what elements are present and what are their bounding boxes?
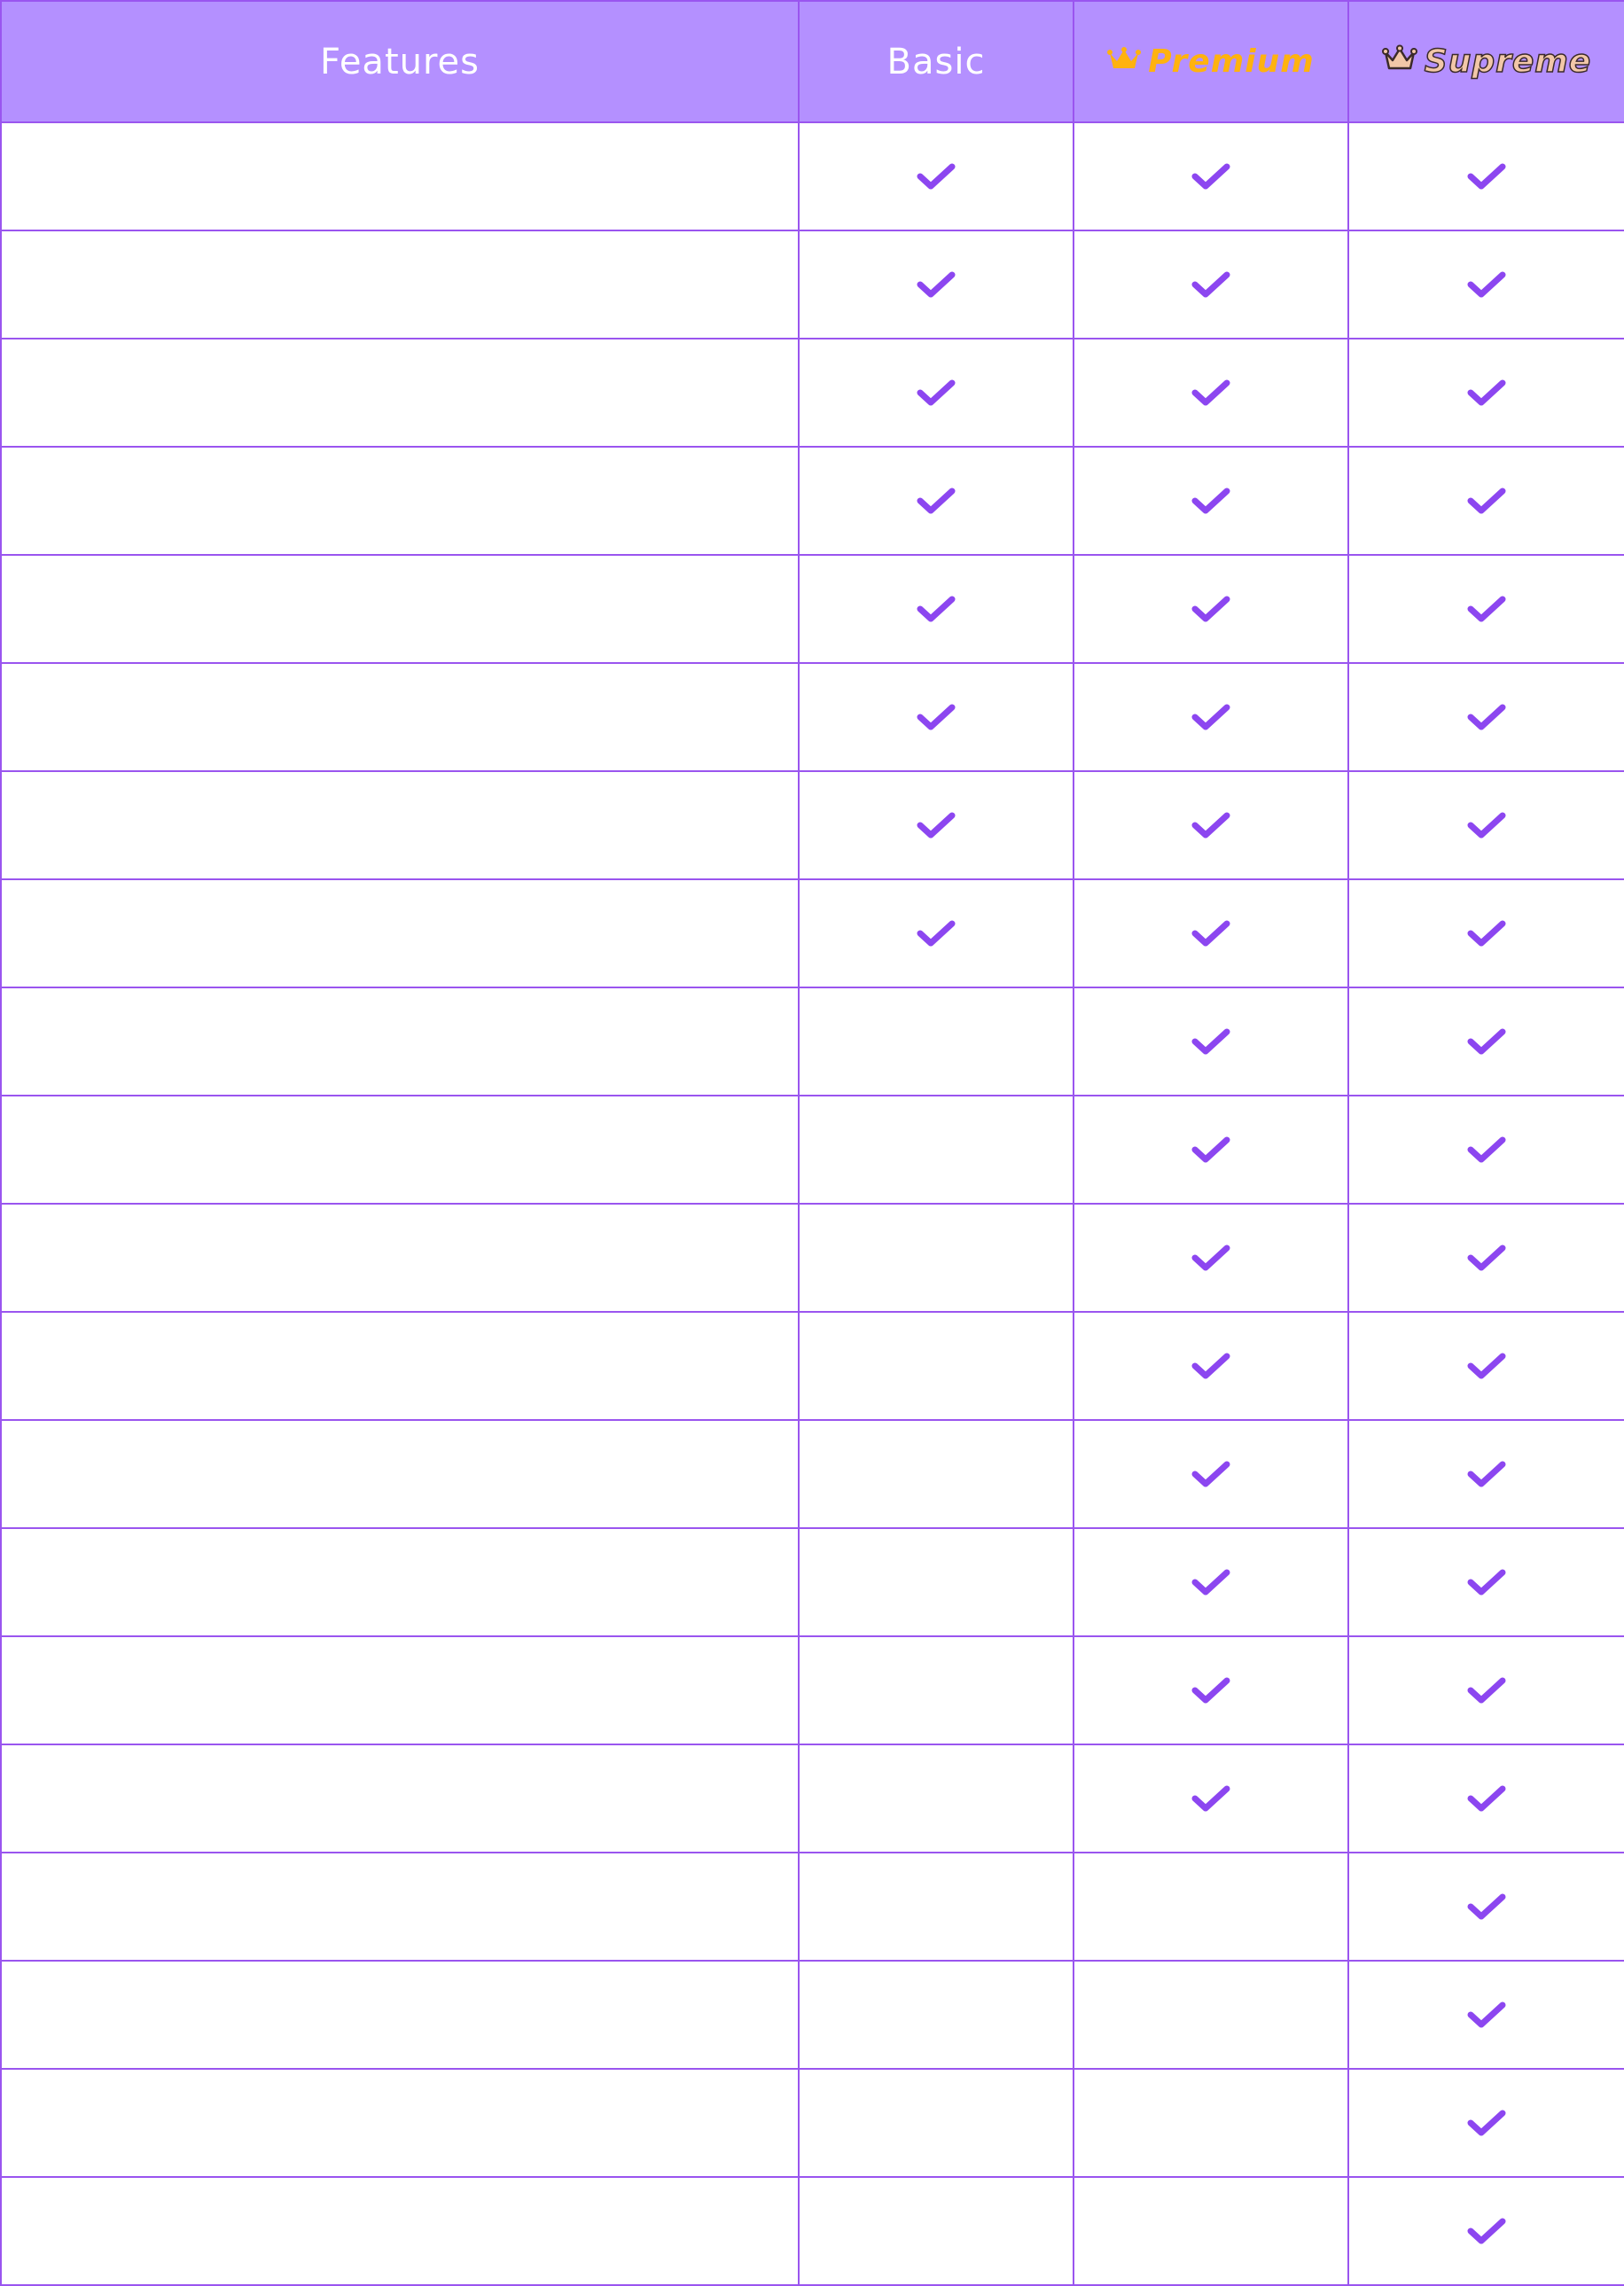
basic-cell <box>800 1421 1074 1529</box>
feature-cell <box>2 1962 800 2070</box>
check-icon <box>1191 1675 1231 1705</box>
basic-cell <box>800 556 1074 664</box>
check-icon <box>1466 1135 1507 1165</box>
basic-cell <box>800 988 1074 1096</box>
feature-cell <box>2 1637 800 1745</box>
basic-cell <box>800 2178 1074 2286</box>
premium-label: Premium <box>1148 43 1315 80</box>
check-icon <box>916 161 956 191</box>
supreme-cell <box>1349 556 1624 664</box>
check-icon <box>1466 594 1507 624</box>
basic-cell <box>800 448 1074 556</box>
feature-cell <box>2 2070 800 2178</box>
supreme-cell <box>1349 1962 1624 2070</box>
header-basic-label: Basic <box>886 41 986 82</box>
supreme-cell <box>1349 880 1624 988</box>
check-icon <box>1191 269 1231 300</box>
header-basic <box>800 2 1074 123</box>
check-icon <box>916 918 956 948</box>
premium-cell <box>1074 1205 1349 1313</box>
supreme-cell <box>1349 1529 1624 1637</box>
crown-icon <box>1382 42 1417 82</box>
check-icon <box>1191 1026 1231 1057</box>
basic-cell <box>800 772 1074 880</box>
supreme-cell <box>1349 664 1624 772</box>
premium-cell <box>1074 772 1349 880</box>
premium-cell <box>1074 231 1349 339</box>
crown-icon <box>1107 42 1141 82</box>
supreme-cell <box>1349 1745 1624 1853</box>
feature-cell <box>2 1853 800 1962</box>
premium-cell <box>1074 1637 1349 1745</box>
check-icon <box>1466 810 1507 840</box>
premium-cell <box>1074 988 1349 1096</box>
check-icon <box>1191 918 1231 948</box>
premium-cell <box>1074 2070 1349 2178</box>
header-supreme <box>1349 2 1624 123</box>
feature-cell <box>2 556 800 664</box>
premium-cell <box>1074 448 1349 556</box>
supreme-cell <box>1349 1096 1624 1205</box>
feature-cell <box>2 772 800 880</box>
basic-cell <box>800 880 1074 988</box>
feature-cell <box>2 1529 800 1637</box>
premium-cell <box>1074 1421 1349 1529</box>
feature-cell <box>2 988 800 1096</box>
header-features <box>2 2 800 123</box>
check-icon <box>1466 1892 1507 1922</box>
basic-cell <box>800 1205 1074 1313</box>
supreme-label: Supreme <box>1424 43 1592 80</box>
feature-cell <box>2 1096 800 1205</box>
basic-cell <box>800 1529 1074 1637</box>
feature-cell <box>2 1421 800 1529</box>
check-icon <box>1466 1243 1507 1273</box>
basic-cell <box>800 1745 1074 1853</box>
premium-cell <box>1074 123 1349 231</box>
basic-cell <box>800 231 1074 339</box>
supreme-cell <box>1349 231 1624 339</box>
check-icon <box>1191 378 1231 408</box>
basic-cell <box>800 664 1074 772</box>
check-icon <box>1191 810 1231 840</box>
supreme-cell <box>1349 2070 1624 2178</box>
feature-cell <box>2 2178 800 2286</box>
check-icon <box>1191 1135 1231 1165</box>
check-icon <box>916 486 956 516</box>
check-icon <box>916 810 956 840</box>
basic-cell <box>800 2070 1074 2178</box>
check-icon <box>1191 161 1231 191</box>
supreme-cell <box>1349 1313 1624 1421</box>
supreme-cell <box>1349 1853 1624 1962</box>
supreme-cell <box>1349 2178 1624 2286</box>
check-icon <box>1191 1351 1231 1381</box>
check-icon <box>1466 1567 1507 1597</box>
check-icon <box>1466 2108 1507 2138</box>
premium-tier-label <box>1107 42 1314 82</box>
premium-cell <box>1074 880 1349 988</box>
check-icon <box>1466 1351 1507 1381</box>
check-icon <box>1191 1783 1231 1814</box>
check-icon <box>1466 161 1507 191</box>
check-icon <box>1191 1567 1231 1597</box>
premium-cell <box>1074 1313 1349 1421</box>
check-icon <box>1191 486 1231 516</box>
header-features-label: Features <box>320 41 480 82</box>
supreme-cell <box>1349 339 1624 448</box>
basic-cell <box>800 1096 1074 1205</box>
check-icon <box>1466 918 1507 948</box>
supreme-cell <box>1349 123 1624 231</box>
feature-cell <box>2 1745 800 1853</box>
premium-cell <box>1074 339 1349 448</box>
check-icon <box>1466 702 1507 732</box>
check-icon <box>916 702 956 732</box>
basic-cell <box>800 339 1074 448</box>
basic-cell <box>800 1313 1074 1421</box>
check-icon <box>1466 2216 1507 2246</box>
check-icon <box>1466 1459 1507 1489</box>
check-icon <box>1466 269 1507 300</box>
check-icon <box>1191 1459 1231 1489</box>
premium-cell <box>1074 1853 1349 1962</box>
feature-cell <box>2 123 800 231</box>
supreme-cell <box>1349 1421 1624 1529</box>
check-icon <box>1191 1243 1231 1273</box>
premium-cell <box>1074 2178 1349 2286</box>
feature-cell <box>2 1205 800 1313</box>
premium-cell <box>1074 556 1349 664</box>
feature-cell <box>2 448 800 556</box>
check-icon <box>1466 1783 1507 1814</box>
basic-cell <box>800 1637 1074 1745</box>
basic-cell <box>800 1962 1074 2070</box>
feature-cell <box>2 1313 800 1421</box>
check-icon <box>1191 594 1231 624</box>
check-icon <box>916 594 956 624</box>
premium-cell <box>1074 1745 1349 1853</box>
feature-cell <box>2 664 800 772</box>
check-icon <box>916 378 956 408</box>
premium-cell <box>1074 1096 1349 1205</box>
feature-cell <box>2 231 800 339</box>
basic-cell <box>800 1853 1074 1962</box>
check-icon <box>1466 1675 1507 1705</box>
supreme-cell <box>1349 988 1624 1096</box>
supreme-cell <box>1349 1205 1624 1313</box>
supreme-cell <box>1349 448 1624 556</box>
header-premium <box>1074 2 1349 123</box>
supreme-tier-label <box>1382 42 1591 82</box>
basic-cell <box>800 123 1074 231</box>
supreme-cell <box>1349 772 1624 880</box>
check-icon <box>1466 378 1507 408</box>
feature-cell <box>2 880 800 988</box>
check-icon <box>1466 1026 1507 1057</box>
supreme-cell <box>1349 1637 1624 1745</box>
check-icon <box>1191 702 1231 732</box>
premium-cell <box>1074 1962 1349 2070</box>
check-icon <box>1466 2000 1507 2030</box>
premium-cell <box>1074 664 1349 772</box>
premium-cell <box>1074 1529 1349 1637</box>
check-icon <box>1466 486 1507 516</box>
check-icon <box>916 269 956 300</box>
feature-cell <box>2 339 800 448</box>
